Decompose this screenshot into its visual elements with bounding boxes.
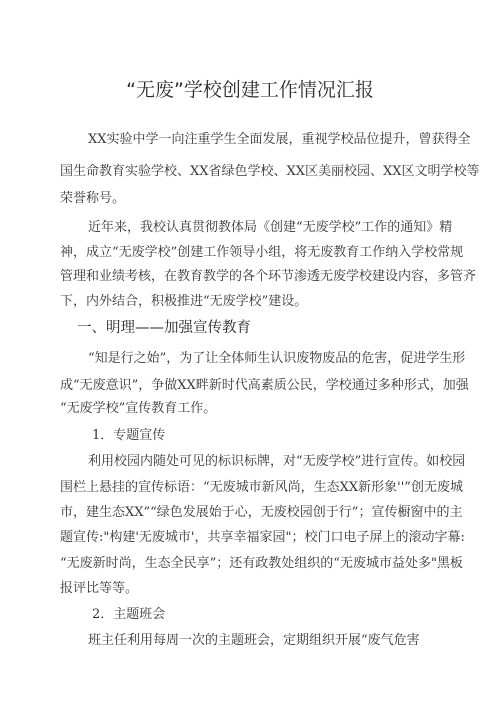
paragraph-line: 近年来，我校认真贯彻教体局《创建“无废学校”工作的通知》精 [88,220,453,235]
subsection-heading: 1．专题宣传 [92,428,166,443]
paragraph-line: 利用校园内随处可见的标识标牌，对“无废学校”进行宣传。如校园 [88,454,466,469]
document-title: “无废”学校创建工作情况汇报 [126,79,374,101]
paragraph-line: 荣誉称号。 [60,191,126,206]
paragraph-line: “知是行之始”，为了让全体师生认识废物废品的危害，促进学生形 [88,351,466,366]
paragraph-line: 成“无废意识”，争做XX畔新时代高素质公民，学校通过多种形式，加强 [60,378,469,393]
section-heading: 一、明理——加强宣传教育 [77,320,251,336]
paragraph-line: 下，内外结合，积极推进“无废学校”建设。 [60,294,308,309]
paragraph-line: “无废新时尚，生态全民享”；还有政教处组织的“无废城市益处多"黑板 [60,556,463,571]
paragraph-line: “无废学校”宣传教育工作。 [60,401,217,416]
paragraph-line: 市，建生态XX”“绿色发展始于心，无废校园创于行”；宣传橱窗中的主 [60,505,463,520]
paragraph-line: 围栏上悬挂的宣传标语：“无废城市新风尚，生态XX新形象''”创无废城 [60,480,463,495]
paragraph-line: 题宣传:"构建'无废城市'，共享幸福家园"；校门口电子屏上的滚动字幕: [60,530,465,545]
paragraph-line: 神，成立“无废学校”创建工作领导小组，将无废教育工作纳入学校常规 [60,245,464,260]
paragraph-line: 国生命教育实验学校、XX省绿色学校、XX区美丽校园、XX区文明学校等 [60,164,480,179]
paragraph-line: 管理和业绩考核，在教育教学的各个环节渗透无废学校建设内容，多管齐 [60,269,477,284]
paragraph-line: XX实验中学一向注重学生全面发展，重视学校品位提升，曾获得全 [88,132,471,147]
paragraph-line: 班主任利用每周一次的主题班会，定期组织开展“废气危害 [88,633,420,648]
paragraph-line: 报评比等等。 [60,581,139,596]
subsection-heading: 2．主题班会 [92,607,166,622]
